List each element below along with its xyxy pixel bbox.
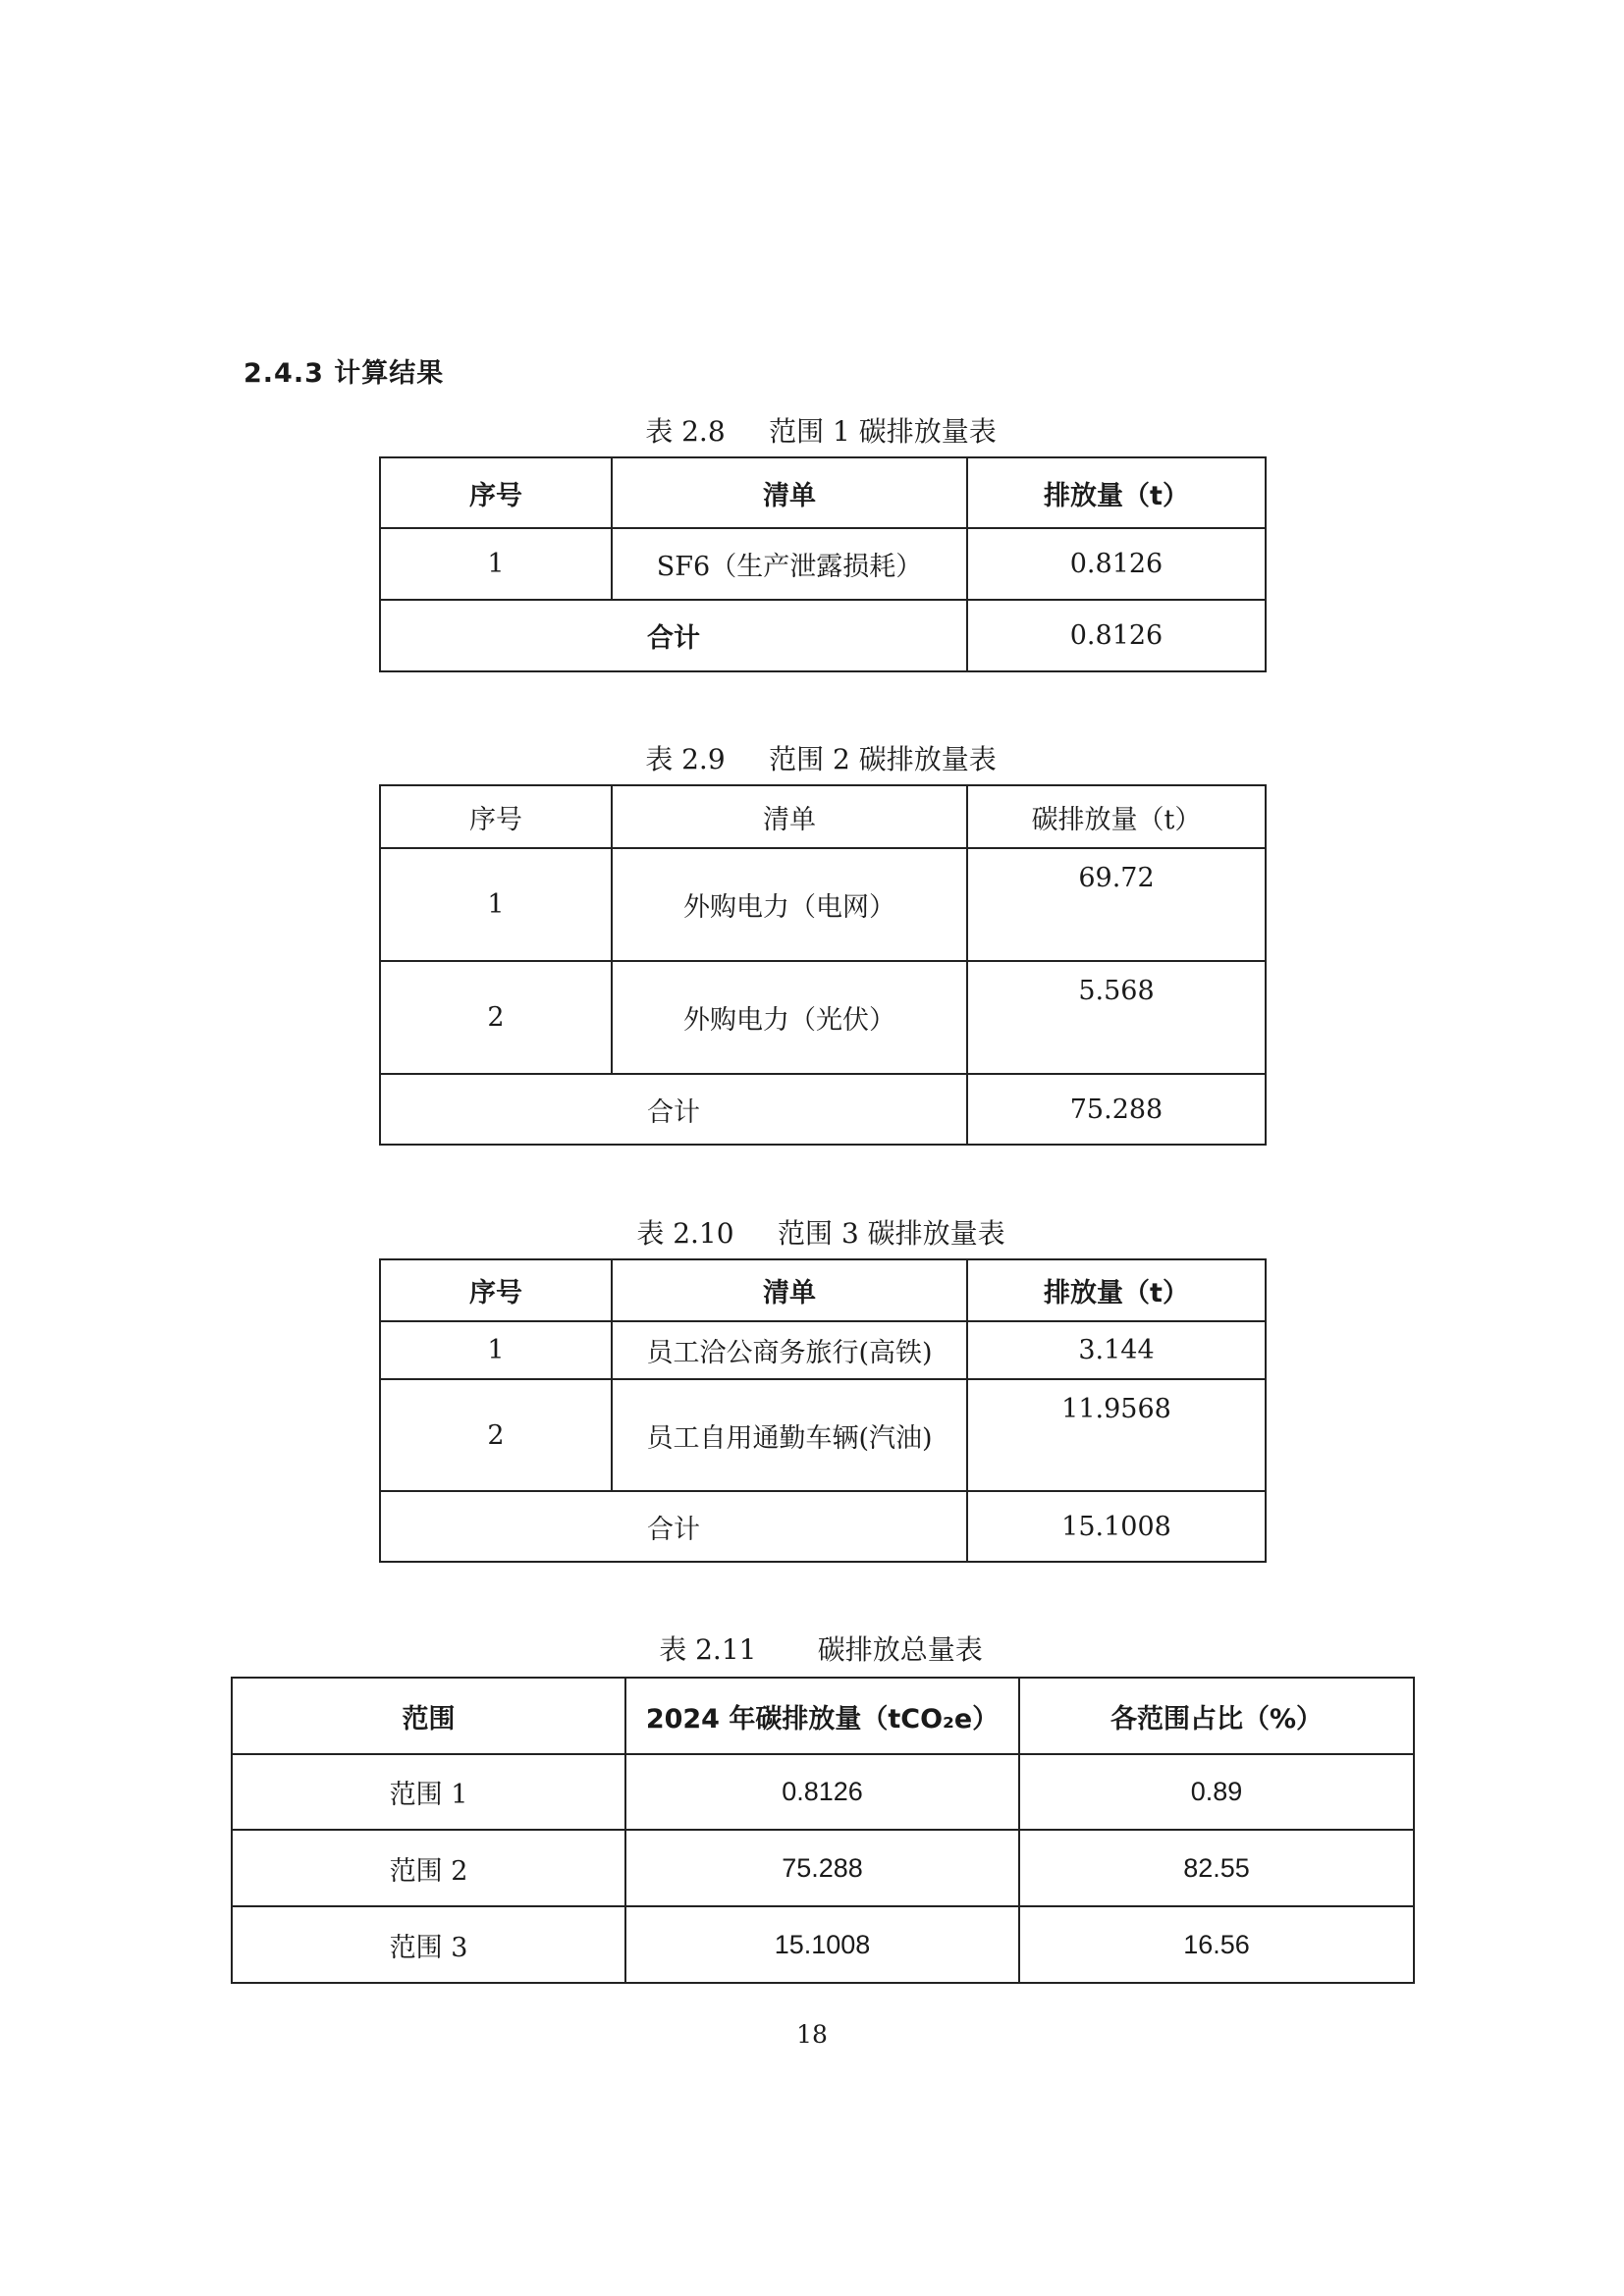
cell-share: 82.55 [1019, 1830, 1414, 1906]
header-share: 各范围占比（%） [1019, 1678, 1414, 1754]
scope2-emission-table [379, 784, 1267, 1146]
cell-value: 69.72 [967, 848, 1266, 961]
header-index: 序号 [380, 457, 612, 528]
table-row [380, 528, 1266, 600]
section-heading: 2.4.3 计算结果 [244, 358, 445, 389]
cell-scope: 范围 1 [232, 1754, 625, 1830]
table-row [380, 961, 1266, 1074]
total-value: 0.8126 [967, 600, 1266, 671]
scope3-emission-table [379, 1258, 1267, 1563]
cell-index: 1 [380, 848, 612, 961]
header-item: 清单 [612, 457, 967, 528]
header-2024-emission: 2024 年碳排放量（tCO₂e） [625, 1678, 1019, 1754]
scope1-emission-table [379, 456, 1267, 672]
header-item: 清单 [612, 785, 967, 848]
cell-item: 员工洽公商务旅行(高铁) [612, 1321, 967, 1379]
cell-emission: 75.288 [625, 1830, 1019, 1906]
total-value: 15.1008 [967, 1491, 1266, 1562]
cell-emission: 15.1008 [625, 1906, 1019, 1983]
table-total-row [380, 1074, 1266, 1145]
cell-item: 员工自用通勤车辆(汽油) [612, 1379, 967, 1491]
table-header-row [380, 785, 1266, 848]
table-caption-2-9: 表 2.9 范围 2 碳排放量表 [645, 743, 997, 775]
cell-value: 11.9568 [967, 1379, 1266, 1491]
header-index: 序号 [380, 1259, 612, 1321]
cell-index: 2 [380, 961, 612, 1074]
header-emission: 排放量（t） [967, 1259, 1266, 1321]
table-row [380, 848, 1266, 961]
page-number: 18 [796, 2020, 828, 2049]
table-caption-2-10: 表 2.10 范围 3 碳排放量表 [636, 1217, 1005, 1250]
cell-emission: 0.8126 [625, 1754, 1019, 1830]
cell-item: SF6（生产泄露损耗） [612, 528, 967, 600]
table-row [380, 1379, 1266, 1491]
cell-item: 外购电力（电网） [612, 848, 967, 961]
cell-index: 2 [380, 1379, 612, 1491]
table-row [232, 1906, 1414, 1983]
cell-value: 5.568 [967, 961, 1266, 1074]
cell-index: 1 [380, 528, 612, 600]
cell-share: 16.56 [1019, 1906, 1414, 1983]
table-row [380, 1321, 1266, 1379]
total-label: 合计 [380, 600, 967, 671]
cell-item: 外购电力（光伏） [612, 961, 967, 1074]
table-caption-2-8: 表 2.8 范围 1 碳排放量表 [645, 415, 997, 448]
header-index: 序号 [380, 785, 612, 848]
cell-share: 0.89 [1019, 1754, 1414, 1830]
table-header-row [232, 1678, 1414, 1754]
cell-index: 1 [380, 1321, 612, 1379]
table-caption-2-11: 表 2.11 碳排放总量表 [659, 1633, 983, 1666]
header-scope: 范围 [232, 1678, 625, 1754]
cell-value: 3.144 [967, 1321, 1266, 1379]
total-label: 合计 [380, 1491, 967, 1562]
cell-scope: 范围 3 [232, 1906, 625, 1983]
table-header-row [380, 457, 1266, 528]
table-row [232, 1830, 1414, 1906]
cell-value: 0.8126 [967, 528, 1266, 600]
total-emission-table [231, 1677, 1415, 1984]
table-row [232, 1754, 1414, 1830]
table-total-row [380, 600, 1266, 671]
total-label: 合计 [380, 1074, 967, 1145]
total-value: 75.288 [967, 1074, 1266, 1145]
cell-scope: 范围 2 [232, 1830, 625, 1906]
table-total-row [380, 1491, 1266, 1562]
table-header-row [380, 1259, 1266, 1321]
header-emission: 排放量（t） [967, 457, 1266, 528]
header-emission: 碳排放量（t） [967, 785, 1266, 848]
header-item: 清单 [612, 1259, 967, 1321]
